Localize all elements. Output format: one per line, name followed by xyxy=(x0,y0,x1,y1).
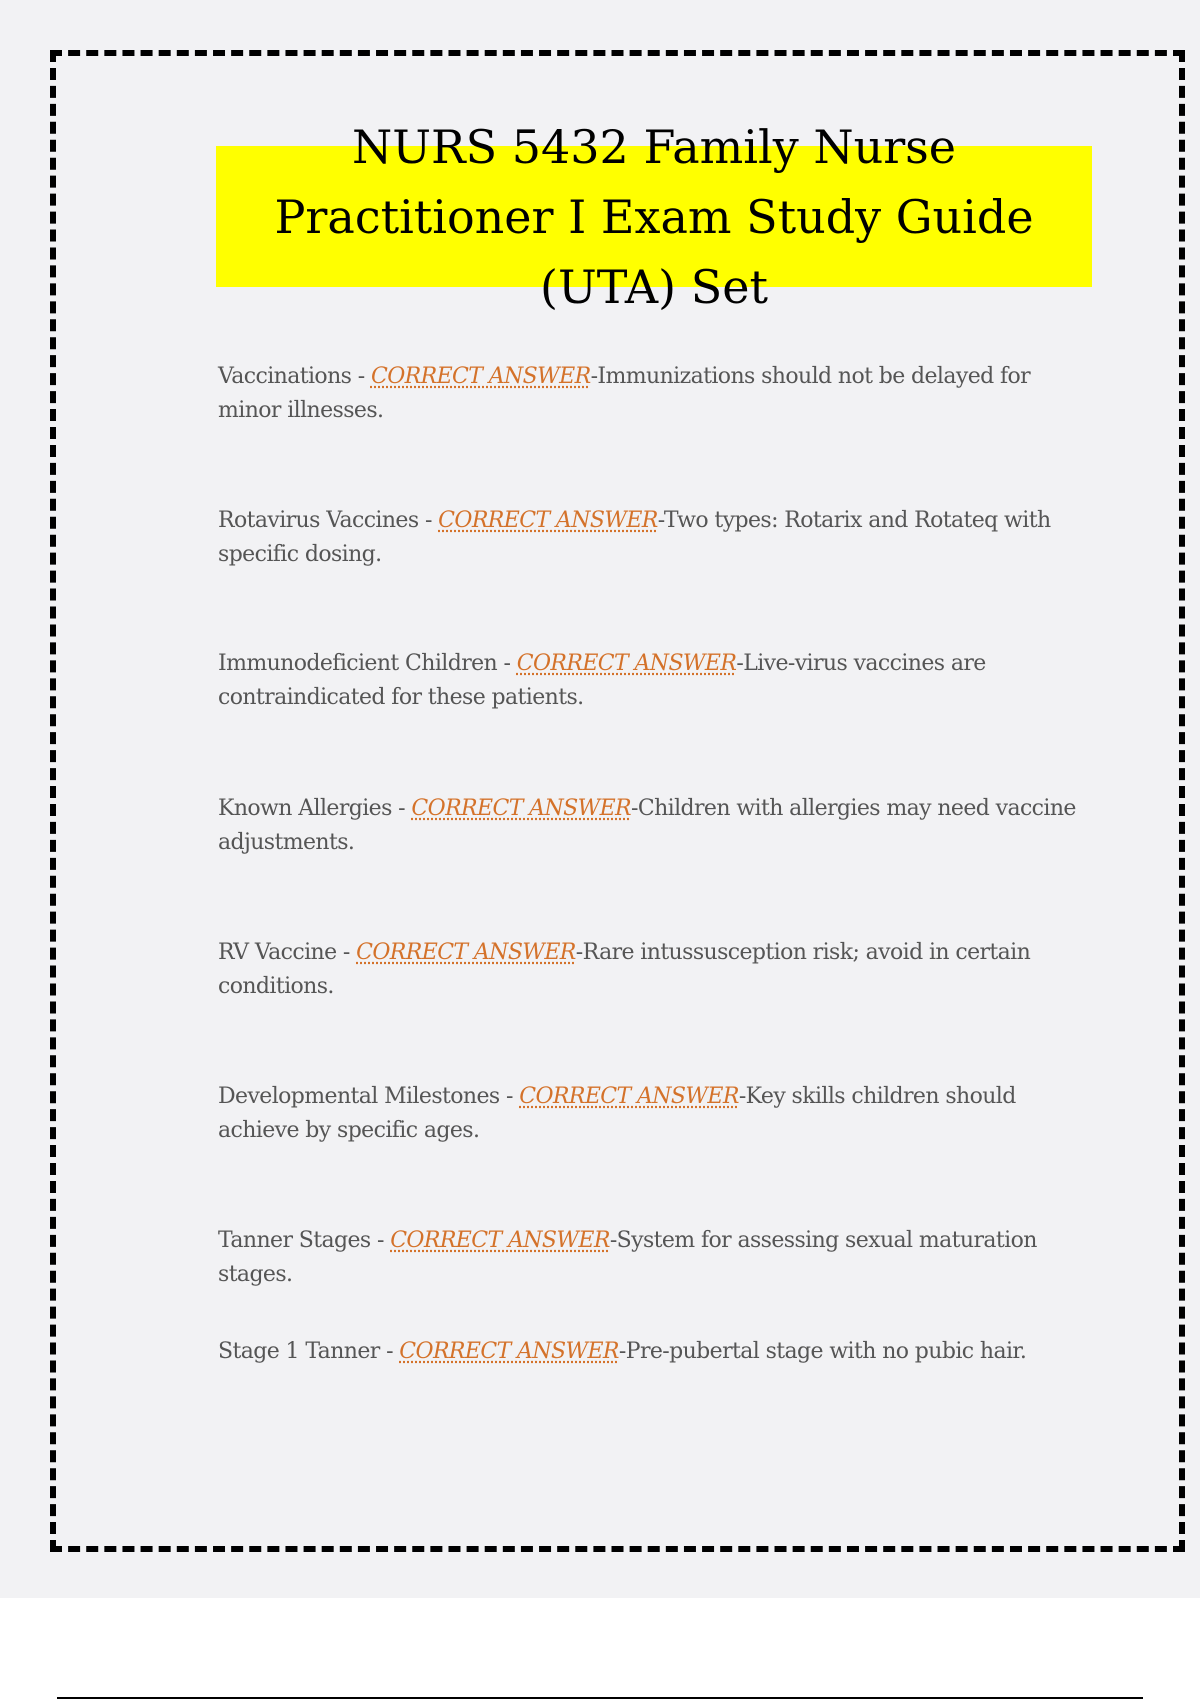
entry-term: Vaccinations xyxy=(218,364,352,389)
entry-definition: Key skills children should achieve by specific ages. xyxy=(218,1084,1016,1143)
entry-separator: - xyxy=(351,364,371,389)
answer-prefix: - xyxy=(736,651,744,676)
entry-term: Immunodeficient Children xyxy=(218,651,498,676)
entry-term: Tanner Stages xyxy=(218,1228,371,1253)
entry-term: Developmental Milestones xyxy=(218,1084,500,1109)
entry-definition: Immunizations should not be delayed for minor illnesses. xyxy=(218,364,1031,423)
study-entry xyxy=(218,1335,1078,1369)
correct-answer-label: CORRECT ANSWER xyxy=(438,508,658,533)
entry-definition: Two types: Rotarix and Rotateq with specific dosing. xyxy=(218,508,1051,567)
entry-separator: - xyxy=(336,940,357,965)
entry-separator: - xyxy=(391,796,412,821)
entry-separator: - xyxy=(379,1339,400,1364)
title-highlight-box xyxy=(216,119,1092,314)
study-entry xyxy=(218,936,1078,1004)
entry-term: Known Allergies xyxy=(218,796,392,821)
study-entry xyxy=(218,647,1078,715)
correct-answer-label: CORRECT ANSWER xyxy=(516,651,737,676)
correct-answer-label: CORRECT ANSWER xyxy=(390,1228,610,1253)
entry-separator: - xyxy=(497,651,517,676)
entry-separator: - xyxy=(418,508,439,533)
entry-term: RV Vaccine xyxy=(218,940,337,965)
answer-prefix: - xyxy=(631,796,638,821)
entry-definition: Live-virus vaccines are contraindicated for these patients. xyxy=(218,651,986,710)
answer-prefix: - xyxy=(738,1084,746,1109)
entry-separator: - xyxy=(370,1228,391,1253)
study-entry xyxy=(218,792,1078,860)
study-entry xyxy=(218,1080,1078,1148)
entry-definition: System for assessing sexual maturation stages. xyxy=(218,1228,1037,1287)
answer-prefix: - xyxy=(618,1339,626,1364)
correct-answer-label: CORRECT ANSWER xyxy=(356,940,576,965)
entry-definition: Children with allergies may need vaccine adjustments. xyxy=(218,796,1076,855)
answer-prefix: - xyxy=(590,364,598,389)
correct-answer-label: CORRECT ANSWER xyxy=(519,1084,739,1109)
answer-prefix: - xyxy=(575,940,583,965)
study-entry xyxy=(218,1224,1078,1292)
correct-answer-label: CORRECT ANSWER xyxy=(370,364,591,389)
footer-rule xyxy=(57,1697,1143,1699)
entry-definition: Pre-pubertal stage with no pubic hair. xyxy=(625,1339,1027,1364)
entry-definition: Rare intussusception risk; avoid in certain conditions. xyxy=(218,940,1031,999)
entry-term: Rotavirus Vaccines xyxy=(218,508,419,533)
correct-answer-label: CORRECT ANSWER xyxy=(399,1339,619,1364)
study-entry xyxy=(218,504,1078,572)
entry-separator: - xyxy=(499,1084,520,1109)
answer-prefix: - xyxy=(657,508,664,533)
study-entry xyxy=(218,360,1078,428)
correct-answer-label: CORRECT ANSWER xyxy=(411,796,632,821)
entry-term: Stage 1 Tanner xyxy=(218,1339,380,1364)
answer-prefix: - xyxy=(609,1228,617,1253)
document-title: NURS 5432 Family Nurse Practitioner I Exam Study Guide (UTA) Set xyxy=(274,119,1034,314)
